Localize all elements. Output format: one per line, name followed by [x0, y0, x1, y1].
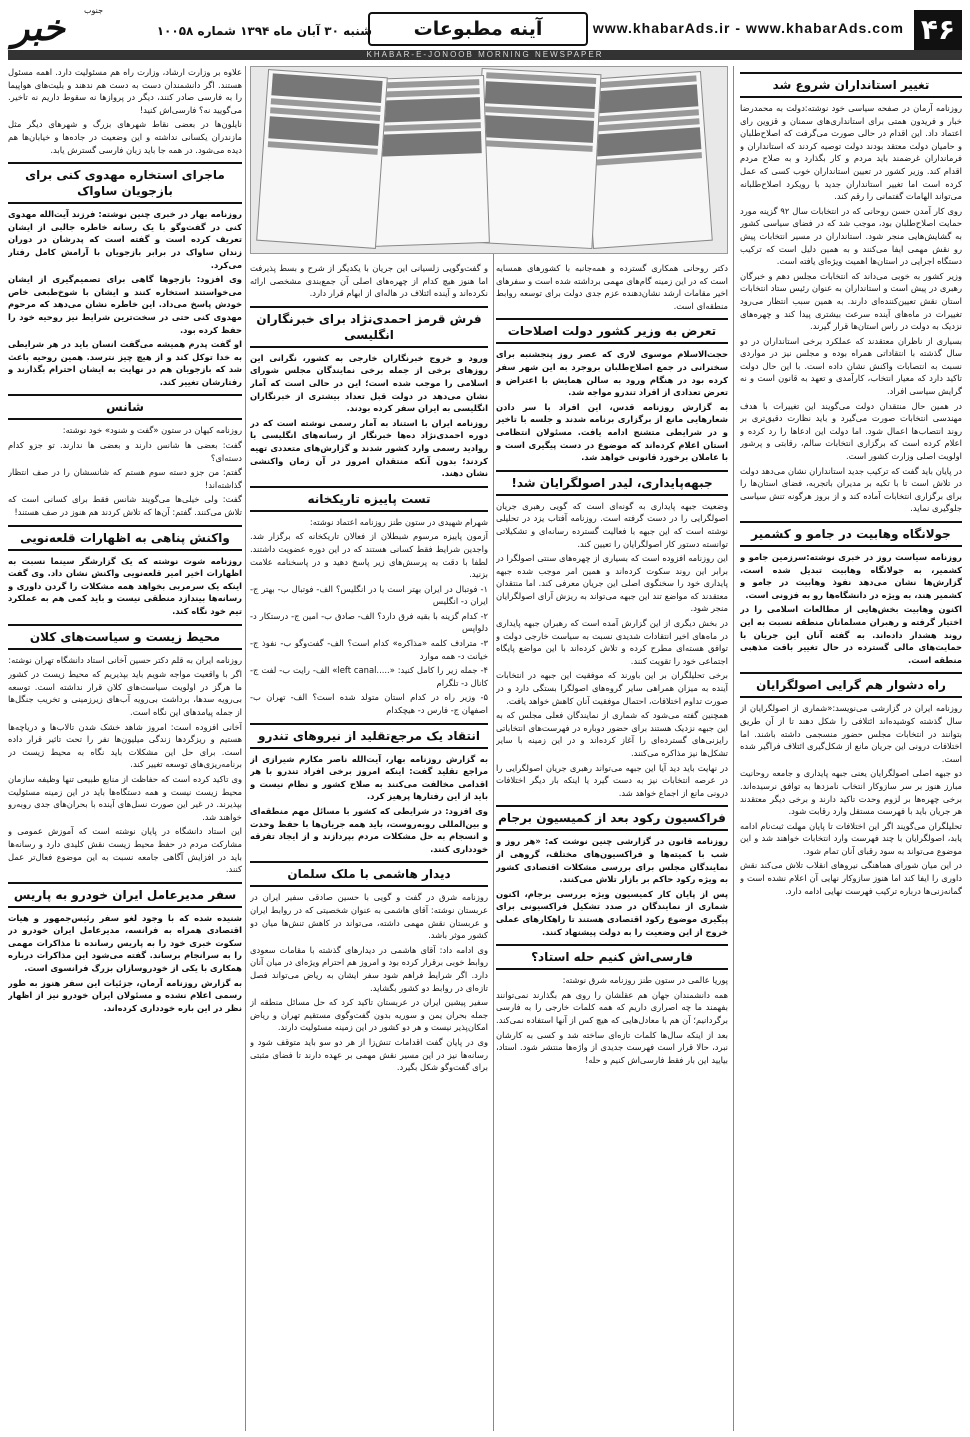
- column-divider: [733, 66, 734, 1431]
- headline: راه دشوار هم گرایی اصولگرایان: [740, 672, 962, 698]
- paragraph: ۵- وزیر راه در کدام استان متولد شده است؟ الف- تهران ب- اصفهان ج- فارس د- هیچکدام: [250, 692, 488, 716]
- newspapers-photo: [250, 66, 728, 256]
- lead-paragraph: به گزارش روزنامه بهار، آیت‌الله ناصر مکارم شیرازی از مراجع تقلید گفت: اینکه امروز برخی افراد تندرو با هر اقدامی مخالفت می‌کنند به صلاح کشور و نظام نیست و باید از این رفتارها پرهیز کرد.: [250, 753, 488, 802]
- paragraph: روزنامه آرمان در صفحه سیاسی خود نوشته:دولت به محمدرضا خبار و فریدون همتی برای استانداری‌های سمنان و قزوین رای اعتماد داد. این اقدام در حالی صورت می‌گرفت که اصلاح‌طلبان و حامیان دولت معتقد بودند دولت توصیه کردند که استانداران و فرمانداران غرضمند باید مردم و کار بگذارد و به صلاح مردم اقدام کند. وزیر کشور در تعیین استانداران خوب کسی که عمل کرده است اما تغییر استانداران جدید با رویکرد اصلاح‌طلبانه می‌تواند الهامات گفتمانی را رقم کند.: [740, 103, 962, 202]
- logo-sub: جنوب: [84, 6, 104, 15]
- lead-paragraph: روزنامه شوت نوشته که یک گزارشگر سینما نسبت به اظهارات اخیر امیر قلعه‌نویی واکنش نشان داد. وی گفت اینکه یک سرمربی بخواهد همه مشکلات را گردن داوری و رسانه‌ها بیندازد منطقی نیست و باید کمی هم به عملکرد تیم خود نگاه کند.: [8, 555, 242, 616]
- paragraph: در همین حال منتقدان دولت می‌گویند این تغییرات با هدف مهندسی انتخابات صورت می‌گیرد و باید نظارت دقیق‌تری بر روند انتصاب‌ها اعمال شود. اما دولت این ادعاها را رد کرده و اعلام کرده است که برگزاری انتخابات سالم، رقابتی و پرشور اولویت اصلی وزارت کشور است.: [740, 400, 962, 462]
- paragraph: وی ادامه داد: آقای هاشمی در دیدارهای گذشته با مقامات سعودی روابط خوبی برقرار کرده بود و امروز هم احترام ویژه‌ای در میان آنان دارد. اگر شرایط فراهم شود سفر ایشان به ریاض می‌تواند فصل تازه‌ای در روابط دو کشور بگشاید.: [250, 944, 488, 993]
- newspaper-image: [473, 68, 602, 249]
- paragraph: وی در پایان گفت اقدامات تنش‌زا از هر دو سو باید متوقف شود و رسانه‌ها نیز در این مسیر نقش مهمی بر عهده دارند تا فضای مثبتی برای گفت‌وگو شکل بگیرد.: [250, 1036, 488, 1073]
- paragraph: شهرام شهیدی در ستون طنز روزنامه اعتماد نوشته:: [309, 516, 488, 527]
- paragraph: دو جبهه اصلی اصولگرایان یعنی جبهه پایداری و جامعه روحانیت مبارز هنوز بر سر سازوکار انتخاب نامزدها به توافق نرسیده‌اند. برخی چهره‌ها بر لزوم وحدت تاکید دارند و برخی دیگر معتقدند هر جریان باید با فهرست مستقل وارد رقابت شود.: [740, 768, 962, 817]
- paragraph: ۲- کدام گزینه با بقیه فرق دارد؟ الف- صادق ب- امین ج- درستکار د- دلواپس: [250, 610, 488, 634]
- paragraph: وی تاکید کرده است که حفاظت از منابع طبیعی تنها وظیفه سازمان محیط زیست نیست و همه دستگاه‌ها باید در این زمینه مسئولیت بپذیرند. در غیر این صورت نسل‌های آینده با بحران‌های جدی روبه‌رو خواهند شد.: [8, 773, 242, 822]
- newspaper-image: [256, 69, 388, 249]
- paragraph: سفیر پیشین ایران در عربستان تاکید کرد که حل مسائل منطقه از جمله بحران یمن و سوریه بدون گفت‌وگوی مستقیم تهران و ریاض امکان‌پذیر نیست و هر دو کشور در این زمینه مسئولیت دارند.: [250, 997, 488, 1033]
- paragraph: تحلیلگران می‌گویند اگر این اختلافات تا پایان مهلت ثبت‌نام ادامه یابد، اصولگرایان با چند فهرست وارد انتخابات خواهند شد و این موضوع می‌تواند به سود رقبای آنان تمام شود.: [740, 820, 962, 856]
- headline: تغییر استانداران شروع شد: [740, 72, 962, 98]
- paragraph: برخی تحلیلگران بر این باورند که موفقیت این جبهه در انتخابات آینده به میزان همراهی سایر گروه‌های اصولگرا بستگی دارد و در صورت تداوم اختلافات، احتمال موفقیت آنان کاهش خواهد یافت.: [496, 670, 728, 706]
- paragraph: علاوه بر وزارت ارشاد، وزارت راه هم مسئولیت دارد. اهمه مسئول هستند. اگر دانشمندان دست به دست هم ندهند و بلیت‌های هواپیما را به فارسی صادر کنند، دیگر در پروازها نه سقوط داریم نه تاخیر. می‌گویید نه؟ فارسی‌اش کنید!: [8, 67, 242, 115]
- paragraph: در نهایت باید دید آیا این جبهه می‌تواند رهبری جریان اصولگرایی را در عرصه انتخابات نیز به دست گیرد یا اینکه بار دیگر اختلافات درونی مانع از اجماع خواهد شد.: [496, 762, 728, 798]
- dateline: شنبه ۳۰ آبان ماه ۱۳۹۴ شماره ۱۰۰۵۸: [156, 24, 372, 38]
- text-block: [371, 122, 481, 132]
- paragraph: ۳- مترادف کلمه «مذاکره» کدام است؟ الف- گفت‌وگو ب- نفوذ ج- خیانت د- همه موارد: [250, 638, 488, 661]
- image-block: [485, 81, 596, 109]
- paragraph: اگر با واقعیت مواجه شویم باید بپذیریم که محیط زیست در کشور ما هرگز در اولویت سیاست‌های کلان قرار نداشته است. توسعه بی‌رویه سدها، برداشت بی‌رویه آب‌های زیرزمینی و تخریب جنگل‌ها از جمله پیامدهای این نگاه است.: [8, 669, 242, 717]
- headline: واکنش پناهی به اظهارات قلعه‌نویی: [8, 525, 242, 551]
- paragraph: گفتم: من جزو دسته سوم هستم که شانسشان را در صف انتظار گذاشته‌اند!: [8, 467, 242, 490]
- headline: تست پاییزه تاریکخانه: [250, 486, 488, 512]
- headline: فرش قرمز احمدی‌نژاد برای خبرنگاران انگلیسی: [250, 306, 488, 348]
- headline: تعرض به وزیر کشور دولت اصلاحات: [496, 318, 728, 344]
- lead-paragraph: حجت‌الاسلام موسوی لاری که عصر روز پنجشنبه برای سخنرانی در جمع اصلاح‌طلبان بروجرد به این شهر سفر کرده بود در هنگام ورود به سالن همایش با اعتراض و تعرض تعدادی از افراد تندرو مواجه شد.: [496, 349, 728, 398]
- lead-paragraph: پس از پایان کار کمیسیون ویژه بررسی برجام، اکنون شماری از نمایندگان در صدد تشکیل فراکسیونی برای پیگیری موضوع رکود اقتصادی هستند تا راهکارهای عملی خروج از این وضعیت را به دولت پیشنهاد کنند.: [496, 888, 728, 937]
- paragraph: و گفت‌وگویی زلسیانی این جریان با یکدیگر از شرح و بسط پذیرفت اما هنوز هیچ کدام از چهره‌های اصلی آن جمع‌بندی مشخصی ارائه نکرده‌اند و آینده ائتلاف در هاله‌ای از ابهام قرار دارد.: [250, 263, 488, 299]
- lead-paragraph: وی افزود: در شرایطی که کشور با مسائل مهم منطقه‌ای و بین‌المللی روبه‌روست، باید همه جریان‌ها با حفظ وحدت و انسجام به حل مشکلات مردم بپردازند و از ایجاد تفرقه خودداری کنند.: [250, 806, 488, 854]
- paragraph: در پایان باید گفت که ترکیب جدید استانداران نشان می‌دهد دولت در تلاش است تا با تکیه بر مدیران باتجربه، فضای استان‌ها را برای برگزاری انتخابات آماده کند و از بروز هرگونه تنش سیاسی جلوگیری نماید.: [740, 465, 962, 514]
- image-block: [371, 131, 482, 157]
- paragraph: این روزنامه افزوده است که بسیاری از چهره‌های سنتی اصولگرا در برابر این روند سکوت کرده‌اند و همین امر موجب شده جبهه پایداری خود را سخنگوی اصلی این جریان معرفی کند. اما منتقدان معتقدند که مواضع تند این جبهه می‌تواند به ریزش آرای اصولگرایان منجر شود.: [496, 553, 728, 614]
- lead-paragraph: اکنون وهابیت بخش‌هایی از مطالعات اسلامی را در اختیار گرفته و رهبران مسلمانان منطقه نسبت به این روند هشدار داده‌اند. به گفته آنان این جریان با حمایت‌های مالی گسترده در حال تغییر بافت مذهبی منطقه است.: [740, 604, 962, 665]
- paragraph: دکتر روحانی همکاری گسترده و همه‌جانبه با کشورهای همسایه است که در این زمینه گام‌های مهمی برداشته شده است و سفرهای اخیر مقامات ارشد نشان‌دهنده عزم جدی دولت برای توسعه روابط منطقه‌ای است.: [496, 263, 728, 311]
- headline: ماجرای استخاره مهدوی کنی برای بازجویان ساواک: [8, 162, 242, 204]
- newspaper-image: [581, 71, 713, 249]
- paragraph: آزمون پاییزه مرسوم شبطلان از فعالان تاریکخانه که برگزار شد. واجدین شرایط فقط کسانی هستند که در این دوره عضویت داشتند. لطفا با دقت به پرسش‌های زیر پاسخ دهید و در پاسخنامه علامت بزنید.: [250, 531, 488, 580]
- column-right: [740, 66, 962, 1431]
- lead-paragraph: شنیده شده که با وجود لغو سفر رئیس‌جمهور و هیات اقتصادی همراه به فرانسه، مدیرعامل ایران خودرو در سکوت خبری خود را به پاریس رسانده تا مذاکرات مهمی را به سرانجام برساند. گفته می‌شود این مذاکرات درباره همکاری با یکی از خودروسازان بزرگ فرانسوی است.: [8, 912, 242, 974]
- headline: دیدار هاشمی با ملک سلمان: [250, 861, 488, 887]
- lead-paragraph: به گزارش روزنامه قدس، این افراد با سر دادن شعارهایی مانع از برگزاری برنامه شدند و جلسه با تاخیر و در شرایطی متشنج ادامه یافت. مسئولان انتظامی استان اعلام کرده‌اند که موضوع در دست پیگیری است و با عاملان برخورد قانونی خواهد شد.: [496, 401, 728, 463]
- paragraph: در این میان شورای هماهنگی نیروهای انقلاب تلاش می‌کند نقش داوری را ایفا کند اما هنوز سازوکار نهایی آن اعلام نشده است و گمانه‌زنی‌ها درباره ترکیب فهرست نهایی ادامه دارد.: [740, 860, 962, 896]
- headline: فارسی‌اش کنیم حله استاد؟: [496, 944, 728, 970]
- photo-frame: [250, 66, 728, 254]
- lead-paragraph: روزنامه ایران با استناد به آمار رسمی نوشته است که در دوره احمدی‌نژاد ده‌ها خبرنگار از رسانه‌های انگلیسی با روادید رسمی وارد کشور شدند و گزارش‌های متعددی تهیه کردند؛ بدون آنکه منتقدان امروز در آن زمان واکنشی نشان دهند.: [250, 417, 488, 479]
- logo-text: خبر: [12, 7, 65, 49]
- site-url[interactable]: www.khabarAds.ir - www.khabarAds.com: [592, 20, 904, 36]
- headline: جبهه‌پایداری، لیدر اصولگرایان شد!: [496, 470, 728, 496]
- paragraph: نایلون‌ها در بعضی نقاط شهرهای بزرگ و شهرهای دیگر مثل مازندران یکسانی نداشته و این وضعیت در جاده‌ها و خیابان‌ها هم دیده می‌شود. در همه جا باید زبان فارسی گسترش یابد.: [8, 119, 242, 155]
- paragraph: بسیاری از ناظران معتقدند که عملکرد برخی استانداران در دو سال گذشته با انتقاداتی همراه بوده و مجلس نیز در مواردی نسبت به انتصابات واکنش نشان داده است. با این حال دولت تاکید دارد که معیار انتخاب، کارآمدی و تعهد به قانون است و نه گرایش سیاسی افراد.: [740, 335, 962, 397]
- column-mid: [496, 262, 728, 1431]
- headline: انتقاد یک مرجع‌تقلید از نیروهای تندرو: [250, 723, 488, 749]
- column-mid-right: [250, 262, 488, 1431]
- lead-paragraph: روزنامه سیاست روز در خبری نوشته:سرزمین جامو و کشمیر، به جولانگاه وهابیت تبدیل شده است. گزارش‌ها نشان می‌دهد نفوذ وهابیت در جامو و کشمیر هند، به ویژه در دانشگاه‌ها رو به فزونی است.: [740, 552, 962, 600]
- paragraph: روزنامه ایران به قلم دکتر حسین آخانی استاد دانشگاه تهران نوشته:: [8, 654, 242, 665]
- newspaper-logo: [8, 6, 126, 50]
- section-title: آینه مطبوعات: [368, 12, 588, 46]
- headline: جولانگاه وهابیت در جامو و کشمیر: [740, 521, 962, 547]
- paragraph: این استاد دانشگاه در پایان نوشته است که آموزش عمومی و مشارکت مردم در حفظ محیط زیست نقش کلیدی دارد و رسانه‌ها باید در افزایش آگاهی جامعه نسبت به این موضوع فعال‌تر عمل کنند.: [8, 826, 242, 875]
- lead-paragraph: او گفت پدرم همیشه می‌گفت انسان باید در هر شرایطی به خدا توکل کند و از هیچ چیز نترسد. همین روحیه باعث شد که بازجویان هم در نهایت به ایشان احترام بگذارند و رفتارشان تغییر کند.: [8, 339, 242, 387]
- paragraph: در بخش دیگری از این گزارش آمده است که رهبران جبهه پایداری در ماه‌های اخیر انتقادات شدیدی نسبت به سیاست خارجی دولت و توافق هسته‌ای مطرح کرده و تلاش کرده‌اند با این مواضع پایگاه اجتماعی خود را تقویت کنند.: [496, 618, 728, 666]
- lead-paragraph: وی افزود: بازجوها گاهی برای تصمیم‌گیری از ایشان می‌خواستند استخاره کنند و ایشان با شوخ‌طبعی خاص خودش پاسخ می‌داد. این خاطره نشان می‌دهد که مرحوم مهدوی کنی حتی در سخت‌ترین شرایط نیز روحیه خود را حفظ کرده بود.: [8, 274, 242, 335]
- lead-paragraph: روزنامه قانون در گزارشی چنین نوشت که: «هر روز و شب با کمیته‌ها و فراکسیون‌های مختلف، گروهی از نمایندگان مجلس برای بررسی مشکلات اقتصادی کشور به ویژه رکود حاکم بر بازار تلاش می‌کنند.: [496, 836, 728, 885]
- masthead-bar: KHABAR-E-JONOOB MORNING NEWSPAPER: [8, 50, 962, 60]
- paragraph: همه دانشمندان جهان هم عقلشان را روی هم بگذارند نمی‌توانند بفهمند ما چه اصراری داریم که همه کلمات خارجی را به فارسی برگردانیم؛ آن هم با معادل‌هایی که هیچ کس از آنها استفاده نمی‌کند.: [496, 989, 728, 1025]
- paragraph: روزنامه ایران در گزارشی می‌نویسد:«شماری از اصولگرایان از سال گذشته کوشیده‌اند ائتلافی را شکل دهند تا از آن طریق بتوانند در انتخابات مجلس حضور منسجمی داشته باشند. اما اختلافات درونی این جریان مانع از شکل‌گیری ائتلاف فراگیر شده است.: [740, 703, 962, 764]
- column-divider: [245, 66, 246, 1431]
- paragraph: همچنین گفته می‌شود که شماری از نمایندگان فعلی مجلس که به این جبهه نزدیک هستند برای حضور دوباره در فهرست‌های انتخاباتی رایزنی‌های گسترده‌ای را آغاز کرده‌اند و در این زمینه با سایر تشکل‌ها نیز مذاکره می‌کنند.: [496, 710, 728, 758]
- lead-paragraph: ورود و خروج خبرنگاران خارجی به کشور، نگرانی این روزهای برخی از جمله برخی نمایندگان مجلس شورای اسلامی را موجب شده است؛ این در حالی است که آمار نشان می‌دهد در دولت قبل تعداد بیشتری از خبرنگاران انگلیسی به ایران سفر کرده بودند.: [250, 352, 488, 414]
- paragraph: بعد از اینکه سال‌ها کلمات تازه‌ای ساخته شد و کسی به کارشان نبرد، حالا قرار است فهرست جدیدی از واژه‌ها منتشر شود. استاد، بیایید این بار فقط فارسی‌اش کنیم و حله!: [496, 1029, 728, 1065]
- paragraph: روزنامه شرق در گفت و گویی با حسین صادقی سفیر ایران در عربستان نوشته: آقای هاشمی به عنوان شخصیتی که در روابط ایران و عربستان نقش مهمی داشته، می‌تواند در کاهش تنش‌ها میان دو کشور موثر باشد.: [250, 892, 488, 941]
- lead-paragraph: روزنامه بهار در خبری چنین نوشته: فرزند آیت‌الله مهدوی کنی در گفت‌وگو با یک رسانه خاطره جالبی از ایشان تعریف کرده است و گفته است که پدرشان در دوران زندان ساواک در برابر بازجویان با آرامش کامل رفتار می‌کرد.: [8, 209, 242, 270]
- paragraph: روزنامه کیهان در ستون «گفت و شنود» خود نوشته:: [62, 425, 242, 436]
- image-block: [370, 97, 481, 123]
- headline: سفر مدیرعامل ایران خودرو به پاریس: [8, 882, 242, 908]
- paragraph: گفت: بعضی ها شانس دارند و بعضی ها ندارند. تو جزو کدام دسته‌ای؟: [8, 440, 242, 463]
- headline: شانس: [8, 394, 242, 420]
- paragraph: ۴- جمله زیر را کامل کنید: «.....left canal» الف- رایت ب- لفت ج- کانال د- تلگرام: [250, 665, 488, 688]
- column-left: [8, 66, 242, 1431]
- paragraph: ۱- فوتبال در ایران بهتر است یا در انگلیس؟ الف- فوتبال ب- بهتر ج- ایران د- انگلیس: [250, 583, 488, 607]
- paragraph: گفت: ولی خیلی‌ها می‌گویند شانس فقط برای کسانی است که تلاش می‌کنند. گفتم: آن‌ها که تلاش کردند هم هنوز در صف هستند!: [8, 494, 242, 518]
- paragraph: وزیر کشور به خوبی می‌داند که انتخابات مجلس دهم و خبرگان رهبری در پیش است و استانداران به عنوان رئیس ستاد انتخابات استان نقش تعیین‌کننده‌ای دارند. به همین سبب انتظار می‌رود تغییرات در ماه‌های آینده سرعت بیشتری پیدا کند و چهره‌های نزدیک به دولت در راس استان‌ها قرار گیرند.: [740, 270, 962, 332]
- paragraph: وضعیت جبهه پایداری به گونه‌ای است که گویی رهبری جریان اصولگرایی را در دست گرفته است. روزنامه آفتاب یزد در تحلیلی نوشته است که این جبهه با فعالیت گسترده رسانه‌ای و تشکیلاتی توانسته دستور کار اصولگرایان را تعیین کند.: [496, 500, 728, 549]
- page-number: ۴۶: [914, 10, 962, 50]
- paragraph: آخانی افزوده است: امروز شاهد خشک شدن تالاب‌ها و دریاچه‌ها هستیم و ریزگردها زندگی میلیون‌ها نفر را تحت تاثیر قرار داده است. برای حل این مشکلات باید نگاه به محیط زیست در برنامه‌ریزی‌های توسعه تغییر کند.: [8, 721, 242, 770]
- image-block: [483, 115, 594, 143]
- headline: فراکسیون رکود بعد از کمیسیون برجام: [496, 805, 728, 831]
- paragraph: پوریا عالمی در ستون طنز روزنامه شرق نوشته:: [562, 975, 728, 986]
- paragraph: روی کار آمدن حسن روحانی که در انتخابات سال ۹۲ گزینه مورد حمایت اصلاح‌طلبان بود، موجب شد که در فضای سیاسی کشور به گشایش‌هایی منجر شود. استانداران در مسیر انتخابات پیش رو نقش مهمی ایفا می‌کنند و به همین دلیل است که ترکیب دستگاه اجرایی در استان‌ها اهمیت ویژه‌ای یافته است.: [740, 205, 962, 267]
- column-divider: [493, 66, 494, 1431]
- lead-paragraph: به گزارش روزنامه آرمان، جزئیات این سفر هنوز به طور رسمی اعلام نشده و مسئولان ایران خودرو نیز از اظهار نظر در این باره خودداری کرده‌اند.: [8, 977, 242, 1013]
- headline: محیط زیست و سیاست‌های کلان: [8, 624, 242, 650]
